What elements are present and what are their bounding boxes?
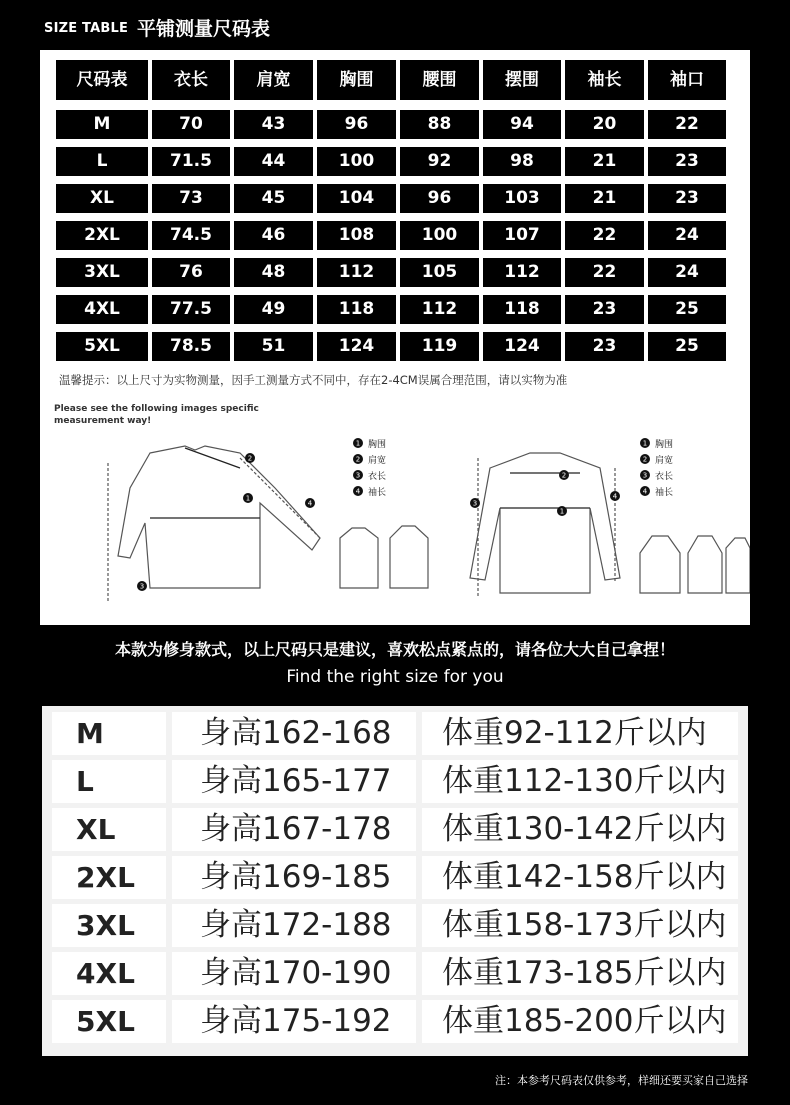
fit-table <box>42 706 748 1056</box>
legend-number: 4 <box>355 487 361 496</box>
fit-weight: 体重130-142斤以内 <box>422 808 738 851</box>
table-row <box>56 184 734 213</box>
legend-number: 2 <box>642 455 648 464</box>
table-cell: 24 <box>648 221 726 250</box>
legend-label: 衣长 <box>368 472 387 482</box>
size-table-header-row <box>56 60 734 100</box>
table-cell: 107 <box>483 221 561 250</box>
table-cell: 45 <box>234 184 313 213</box>
fit-weight: 体重92-112斤以内 <box>422 712 738 755</box>
table-row <box>56 332 734 361</box>
size-chart-panel <box>40 50 750 625</box>
header-cn-title: 平铺测量尺码表 <box>137 18 271 40</box>
hoodie-illustration <box>640 536 680 593</box>
fit-size: L <box>52 760 166 803</box>
table-cell: 76 <box>152 258 230 287</box>
table-cell: 23 <box>648 184 726 213</box>
cardigan-illustration <box>688 536 722 593</box>
jacket-illustration <box>340 528 378 588</box>
fit-weight: 体重185-200斤以内 <box>422 1000 738 1043</box>
marker-number: 4 <box>307 499 313 508</box>
legend-label: 胸围 <box>368 440 387 450</box>
table-cell: M <box>56 110 148 139</box>
legend-number: 1 <box>642 439 648 448</box>
marker-number: 2 <box>561 471 567 480</box>
table-cell: 96 <box>317 110 396 139</box>
marker-number: 1 <box>245 494 251 503</box>
shirt-illustration <box>118 446 320 588</box>
table-cell: 25 <box>648 332 726 361</box>
blazer-illustration <box>390 526 428 588</box>
measurement-tip: 温馨提示：以上尺寸为实物测量，因手工测量方式不同中，存在2-4CM误属合理范围，请以实物为准 <box>59 373 568 387</box>
fit-size: 2XL <box>52 856 166 899</box>
fit-note: 本款为修身款式，以上尺码只是建议，喜欢松点紧点的，请各位大大自己拿捏！ <box>114 640 675 659</box>
measurement-instruction-line: Please see the following images specific <box>54 404 259 414</box>
table-cell: 124 <box>483 332 561 361</box>
table-cell: 104 <box>317 184 396 213</box>
table-cell: 23 <box>565 295 644 324</box>
marker-number: 1 <box>559 507 565 516</box>
table-cell: 48 <box>234 258 313 287</box>
fit-row <box>52 710 738 757</box>
fit-size: 4XL <box>52 952 166 995</box>
size-table <box>56 60 734 369</box>
table-cell: 3XL <box>56 258 148 287</box>
measurement-instruction-line: measurement way! <box>54 416 152 426</box>
marker-number: 3 <box>472 499 478 508</box>
fit-row <box>52 902 738 949</box>
table-cell: 51 <box>234 332 313 361</box>
fit-weight: 体重158-173斤以内 <box>422 904 738 947</box>
fit-size: 5XL <box>52 1000 166 1043</box>
table-row <box>56 221 734 250</box>
legend-label: 胸围 <box>655 440 674 450</box>
table-cell: 21 <box>565 147 644 176</box>
table-cell: 77.5 <box>152 295 230 324</box>
tshirt-illustration <box>726 538 750 593</box>
table-cell: 124 <box>317 332 396 361</box>
table-cell: 94 <box>483 110 561 139</box>
fit-weight: 体重173-185斤以内 <box>422 952 738 995</box>
footer-disclaimer: 注：本参考尺码表仅供参考，样细还要买家自己选择 <box>495 1074 748 1087</box>
table-cell: 100 <box>317 147 396 176</box>
table-cell: 92 <box>400 147 479 176</box>
find-size-caption: Find the right size for you <box>286 667 504 687</box>
legend-label: 肩宽 <box>655 456 674 466</box>
table-cell: 22 <box>648 110 726 139</box>
table-cell: 2XL <box>56 221 148 250</box>
header-cell: 袖长 <box>565 60 644 100</box>
table-cell: 22 <box>565 258 644 287</box>
table-row <box>56 295 734 324</box>
marker-number: 4 <box>612 492 618 501</box>
header-cell: 摆围 <box>483 60 561 100</box>
table-cell: 112 <box>317 258 396 287</box>
fit-height: 身高169-185 <box>172 856 416 899</box>
table-cell: 5XL <box>56 332 148 361</box>
table-cell: 119 <box>400 332 479 361</box>
fit-height: 身高165-177 <box>172 760 416 803</box>
legend-label: 袖长 <box>368 488 387 498</box>
table-cell: 88 <box>400 110 479 139</box>
fit-row <box>52 854 738 901</box>
fit-size: XL <box>52 808 166 851</box>
table-cell: 112 <box>483 258 561 287</box>
table-cell: XL <box>56 184 148 213</box>
legend-number: 1 <box>355 439 361 448</box>
legend-number: 3 <box>355 471 361 480</box>
table-cell: 108 <box>317 221 396 250</box>
table-cell: 21 <box>565 184 644 213</box>
table-cell: 112 <box>400 295 479 324</box>
table-cell: 4XL <box>56 295 148 324</box>
table-cell: 74.5 <box>152 221 230 250</box>
legend-label: 衣长 <box>655 472 674 482</box>
table-cell: 98 <box>483 147 561 176</box>
table-cell: 100 <box>400 221 479 250</box>
table-cell: 105 <box>400 258 479 287</box>
fit-height: 身高172-188 <box>172 904 416 947</box>
measurement-diagram <box>90 428 750 608</box>
fit-height: 身高175-192 <box>172 1000 416 1043</box>
fit-weight: 体重112-130斤以内 <box>422 760 738 803</box>
table-cell: 24 <box>648 258 726 287</box>
header-cell: 尺码表 <box>56 60 148 100</box>
header-cell: 胸围 <box>317 60 396 100</box>
marker-number: 3 <box>139 582 145 591</box>
legend-label: 肩宽 <box>368 456 387 466</box>
table-cell: 22 <box>565 221 644 250</box>
table-row <box>56 258 734 287</box>
legend-number: 4 <box>642 487 648 496</box>
fit-height: 身高170-190 <box>172 952 416 995</box>
table-cell: 70 <box>152 110 230 139</box>
table-row <box>56 147 734 176</box>
legend-number: 3 <box>642 471 648 480</box>
table-cell: 43 <box>234 110 313 139</box>
legend-number: 2 <box>355 455 361 464</box>
fit-weight: 体重142-158斤以内 <box>422 856 738 899</box>
legend-label: 袖长 <box>655 488 674 498</box>
table-cell: 49 <box>234 295 313 324</box>
table-cell: 118 <box>483 295 561 324</box>
table-cell: 103 <box>483 184 561 213</box>
table-row <box>56 110 734 139</box>
header-en-title: SIZE TABLE <box>44 21 129 36</box>
table-cell: 71.5 <box>152 147 230 176</box>
measurement-diagram-svg <box>90 428 750 608</box>
sweater-illustration <box>470 453 620 593</box>
fit-size: M <box>52 712 166 755</box>
measurement-instruction <box>54 403 259 427</box>
table-cell: 23 <box>565 332 644 361</box>
fit-row <box>52 998 738 1045</box>
fit-size: 3XL <box>52 904 166 947</box>
fit-height: 身高162-168 <box>172 712 416 755</box>
header-cell: 肩宽 <box>234 60 313 100</box>
table-cell: 25 <box>648 295 726 324</box>
table-cell: 44 <box>234 147 313 176</box>
fit-row <box>52 950 738 997</box>
header-cell: 腰围 <box>400 60 479 100</box>
marker-number: 2 <box>247 454 253 463</box>
table-cell: 73 <box>152 184 230 213</box>
table-cell: 23 <box>648 147 726 176</box>
fit-height: 身高167-178 <box>172 808 416 851</box>
table-cell: L <box>56 147 148 176</box>
fit-row <box>52 806 738 853</box>
fit-row <box>52 758 738 805</box>
page-header <box>0 0 790 50</box>
table-cell: 46 <box>234 221 313 250</box>
table-cell: 96 <box>400 184 479 213</box>
table-cell: 78.5 <box>152 332 230 361</box>
table-cell: 118 <box>317 295 396 324</box>
header-cell: 袖口 <box>648 60 726 100</box>
header-cell: 衣长 <box>152 60 230 100</box>
table-cell: 20 <box>565 110 644 139</box>
